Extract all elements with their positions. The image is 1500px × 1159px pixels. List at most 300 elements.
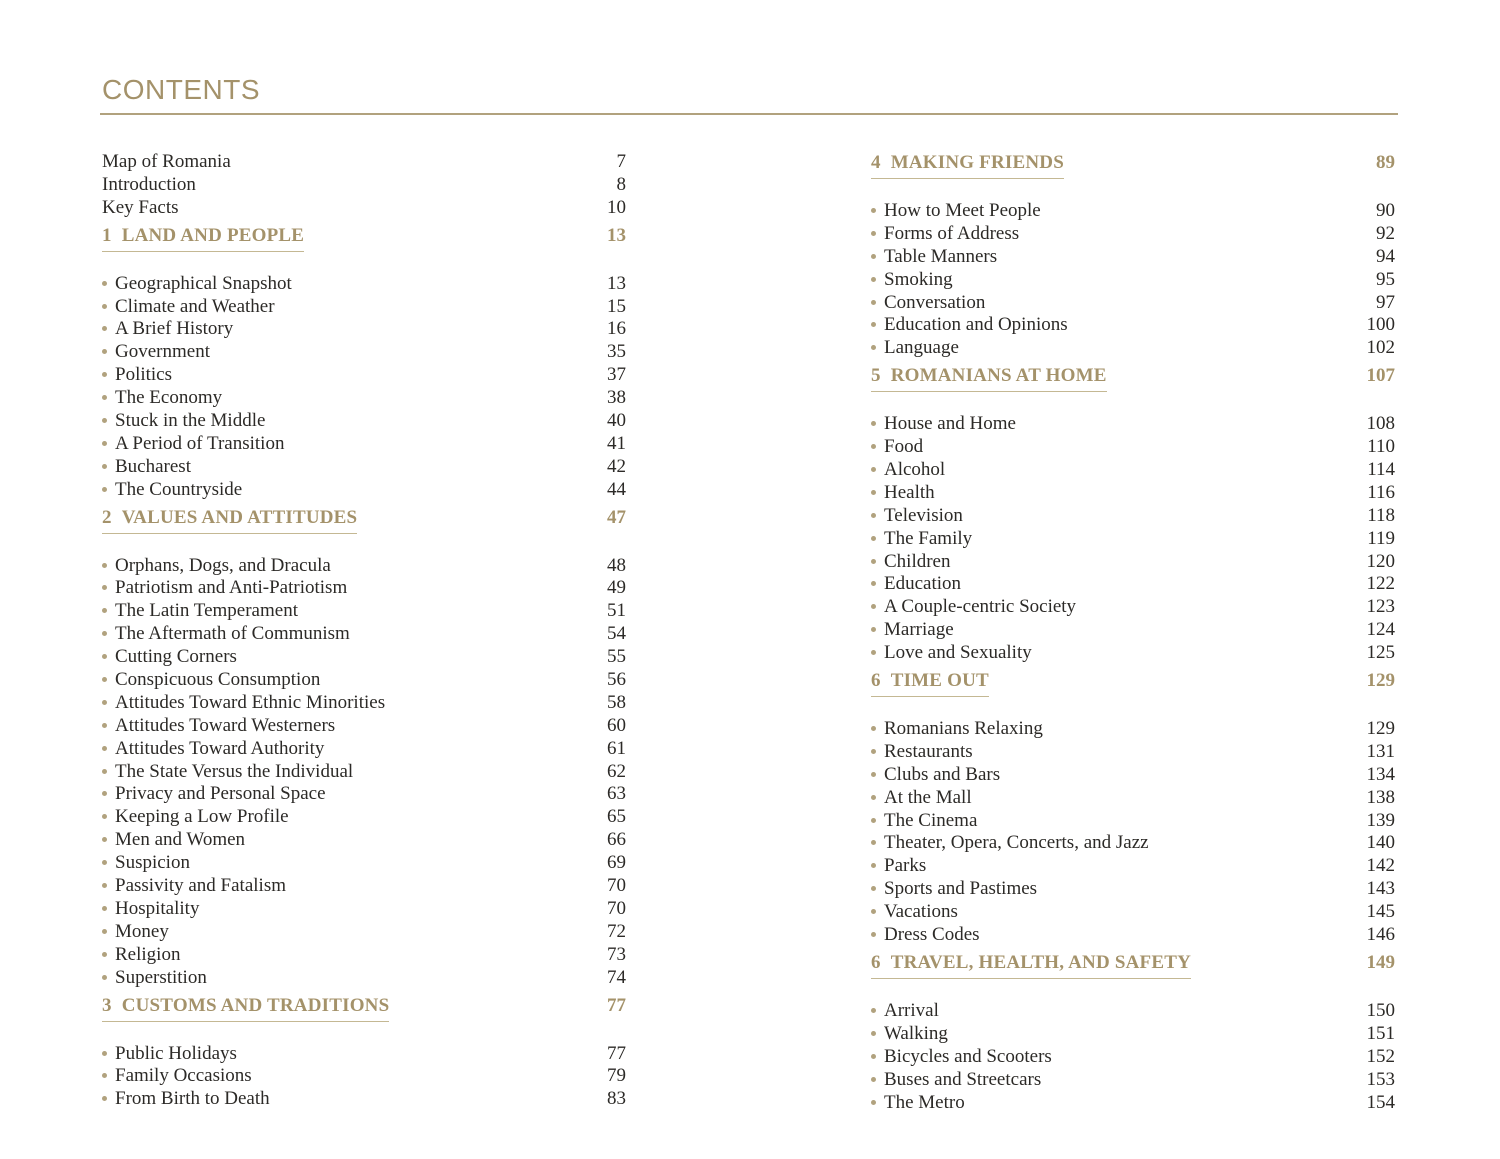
toc-entry-label: Keeping a Low Profile: [115, 806, 289, 828]
toc-entry-page: 114: [1367, 459, 1395, 481]
toc-entry-text: [871, 413, 1016, 436]
toc-entry-label: Sports and Pastimes: [884, 878, 1038, 900]
toc-entry-page: 123: [1366, 596, 1395, 618]
bullet-icon: [871, 208, 876, 213]
bullet-icon: [102, 677, 107, 682]
toc-entry-text: [102, 646, 237, 669]
toc-entry-label: Bicycles and Scooters: [884, 1045, 1052, 1067]
toc-entry[interactable]: [102, 387, 626, 410]
toc-entry-label: Education and Opinions: [884, 314, 1068, 336]
toc-entry-page: 143: [1366, 878, 1395, 900]
toc-entry-text: [102, 852, 190, 875]
toc-entry[interactable]: [871, 832, 1395, 855]
toc-entry-text: [871, 314, 1068, 337]
toc-entry[interactable]: [102, 921, 626, 944]
bullet-icon: [102, 608, 107, 613]
toc-entry[interactable]: [102, 1065, 626, 1088]
toc-entry-text: [102, 783, 326, 806]
block-spacer: [871, 360, 1395, 364]
toc-entry[interactable]: [871, 1023, 1395, 1046]
bullet-icon: [871, 1008, 876, 1013]
toc-entry[interactable]: [871, 551, 1395, 574]
toc-entry-page: 145: [1366, 901, 1395, 923]
section-heading-label: [102, 225, 304, 252]
bullet-icon: [102, 372, 107, 377]
section-heading[interactable]: [102, 507, 626, 555]
bullet-icon: [102, 906, 107, 911]
toc-entry-text: [871, 619, 954, 642]
toc-entry[interactable]: [102, 669, 626, 692]
toc-entry-label: Map of Romania: [102, 151, 231, 172]
toc-entry-label: Buses and Streetcars: [884, 1068, 1042, 1090]
toc-entry-text: [871, 924, 980, 947]
toc-entry-page: 100: [1366, 314, 1395, 336]
toc-entry-label: Religion: [115, 943, 181, 965]
toc-entry[interactable]: [102, 761, 626, 784]
toc-entry[interactable]: [871, 741, 1395, 764]
toc-entry-page: 79: [607, 1065, 626, 1087]
toc-entry-label: Climate and Weather: [115, 295, 275, 317]
toc-entry-page: 120: [1366, 550, 1395, 572]
toc-entry-label: Stuck in the Middle: [115, 410, 266, 432]
toc-entry-page: 146: [1366, 924, 1395, 946]
toc-entry[interactable]: [102, 341, 626, 364]
toc-entry-label: Attitudes Toward Ethnic Minorities: [115, 691, 386, 713]
bullet-icon: [102, 654, 107, 659]
toc-entry-page: 61: [607, 737, 626, 759]
bullet-icon: [102, 723, 107, 728]
bullet-icon: [871, 444, 876, 449]
bullet-icon: [871, 277, 876, 282]
toc-entry[interactable]: [102, 692, 626, 715]
toc-entry-label: Passivity and Fatalism: [115, 875, 286, 897]
toc-entry-text: [871, 337, 959, 360]
toc-entry[interactable]: [871, 642, 1395, 665]
toc-entry-label: Arrival: [884, 999, 939, 1021]
bullet-icon: [871, 254, 876, 259]
toc-entry-text: [871, 246, 997, 269]
toc-entry-text: [871, 901, 958, 924]
toc-entry[interactable]: [871, 292, 1395, 315]
toc-entry[interactable]: [871, 459, 1395, 482]
toc-entry[interactable]: [871, 246, 1395, 269]
toc-entry[interactable]: [102, 875, 626, 898]
toc-entry[interactable]: [871, 505, 1395, 528]
toc-entry-text: [102, 341, 210, 364]
toc-entry[interactable]: [102, 1043, 626, 1066]
toc-entry-label: Suspicion: [115, 852, 190, 874]
toc-entry-text: [102, 806, 289, 829]
block-spacer: [102, 990, 626, 994]
toc-entry-text: [102, 456, 191, 479]
section-title: TRAVEL, HEALTH, AND SAFETY: [890, 951, 1192, 973]
toc-entry-page: 74: [607, 966, 626, 988]
toc-entry[interactable]: [102, 738, 626, 761]
toc-entry[interactable]: [871, 1046, 1395, 1069]
toc-entry-label: A Brief History: [115, 318, 234, 340]
toc-entry-page: 70: [607, 897, 626, 919]
bullet-icon: [871, 863, 876, 868]
toc-entry-text: [102, 555, 331, 578]
toc-entry[interactable]: [102, 433, 626, 456]
toc-entry-text: [871, 1000, 939, 1023]
toc-entry-label: From Birth to Death: [115, 1088, 270, 1110]
toc-entry-page: 110: [1367, 436, 1395, 458]
toc-entry-page: 119: [1367, 527, 1395, 549]
toc-entry-label: Smoking: [884, 268, 953, 290]
toc-entry[interactable]: [102, 944, 626, 967]
bullet-icon: [102, 883, 107, 888]
toc-entry[interactable]: [871, 436, 1395, 459]
bullet-icon: [102, 349, 107, 354]
toc-entry-page: 142: [1366, 855, 1395, 877]
toc-entry[interactable]: [871, 413, 1395, 436]
toc-entry-text: [102, 1043, 237, 1066]
toc-entry-label: Attitudes Toward Westerners: [115, 714, 336, 736]
section-heading-label: [871, 365, 1107, 392]
bullet-icon: [871, 840, 876, 845]
toc-entry-page: 139: [1366, 809, 1395, 831]
bullet-icon: [102, 631, 107, 636]
toc-entry-page: 40: [607, 410, 626, 432]
block-spacer: [871, 947, 1395, 951]
toc-entry[interactable]: [102, 852, 626, 875]
section-page-number: 149: [1366, 951, 1395, 973]
section-page-number: 47: [607, 506, 626, 528]
toc-entry-text: [871, 573, 961, 596]
toc-entry-label: House and Home: [884, 413, 1016, 435]
bullet-icon: [102, 700, 107, 705]
bullet-icon: [871, 650, 876, 655]
toc-entry-page: 16: [607, 318, 626, 340]
toc-entry[interactable]: [871, 764, 1395, 787]
toc-entry-text: [102, 410, 265, 433]
toc-entry-label: Attitudes Toward Authority: [115, 737, 325, 759]
toc-entry-label: Family Occasions: [115, 1065, 252, 1087]
section-page-number: 107: [1366, 365, 1395, 387]
toc-entry-page: 77: [607, 1042, 626, 1064]
toc-entry-page: 131: [1366, 740, 1395, 762]
toc-entry-text: [102, 273, 292, 296]
bullet-icon: [102, 585, 107, 590]
section-number: 1: [102, 224, 112, 246]
toc-entry-text: [871, 741, 973, 764]
bullet-icon: [102, 769, 107, 774]
bullet-icon: [102, 304, 107, 309]
toc-entry-text: [102, 692, 385, 715]
toc-entry[interactable]: [871, 718, 1395, 741]
toc-entry-page: 42: [607, 455, 626, 477]
toc-entry[interactable]: [871, 924, 1395, 947]
section-heading[interactable]: [871, 152, 1395, 200]
toc-entry-text: [871, 855, 926, 878]
toc-entry-text: [102, 944, 180, 967]
toc-entry-page: 54: [607, 623, 626, 645]
toc-entry-text: [871, 787, 972, 810]
toc-entry[interactable]: [102, 898, 626, 921]
toc-entry[interactable]: [871, 482, 1395, 505]
toc-entry-page: 94: [1376, 245, 1395, 267]
bullet-icon: [871, 749, 876, 754]
toc-entry-label: Cutting Corners: [115, 646, 237, 668]
toc-entry[interactable]: [102, 829, 626, 852]
toc-entry-page: 97: [1376, 291, 1395, 313]
toc-entry-text: [871, 642, 1032, 665]
toc-entry-label: Children: [884, 550, 951, 572]
toc-entry[interactable]: [871, 1092, 1395, 1115]
toc-entry-text: [102, 600, 298, 623]
toc-entry-text: [102, 197, 179, 220]
section-page-number: 13: [607, 224, 626, 246]
toc-entry-label: Vacations: [884, 901, 958, 923]
toc-entry-page: 37: [607, 364, 626, 386]
toc-entry-label: Orphans, Dogs, and Dracula: [115, 554, 331, 576]
toc-entry-label: Theater, Opera, Concerts, and Jazz: [884, 832, 1149, 854]
toc-entry-label: Introduction: [102, 173, 196, 195]
bullet-icon: [102, 395, 107, 400]
toc-entry-page: 125: [1366, 642, 1395, 664]
toc-entry-text: [102, 898, 199, 921]
toc-entry[interactable]: [871, 223, 1395, 246]
toc-entry[interactable]: [871, 314, 1395, 337]
toc-entry-page: 95: [1376, 268, 1395, 290]
block-spacer: [871, 1114, 1395, 1118]
toc-entry-text: [871, 1069, 1041, 1092]
bullet-icon: [102, 746, 107, 751]
toc-entry-text: [102, 433, 284, 456]
toc-entry-page: 55: [607, 646, 626, 668]
toc-entry-page: 51: [607, 600, 626, 622]
section-title: CUSTOMS AND TRADITIONS: [121, 994, 390, 1016]
toc-entry[interactable]: [102, 273, 626, 296]
toc-entry[interactable]: [102, 1088, 626, 1111]
toc-entry[interactable]: [102, 456, 626, 479]
bullet-icon: [871, 322, 876, 327]
toc-entry-text: [871, 551, 951, 574]
toc-entry-label: The State Versus the Individual: [115, 760, 354, 782]
toc-entry[interactable]: [871, 573, 1395, 596]
toc-entry-label: The Aftermath of Communism: [115, 623, 350, 645]
toc-entry-text: [102, 1088, 270, 1111]
toc-entry-label: Public Holidays: [115, 1042, 237, 1064]
toc-entry-label: The Cinema: [884, 809, 978, 831]
toc-entry-page: 66: [607, 829, 626, 851]
toc-entry[interactable]: [102, 623, 626, 646]
bullet-icon: [102, 464, 107, 469]
toc-entry-label: At the Mall: [884, 786, 972, 808]
toc-entry[interactable]: [871, 269, 1395, 292]
toc-entry-text: [871, 1023, 948, 1046]
toc-entry-text: [871, 292, 985, 315]
bullet-icon: [102, 281, 107, 286]
toc-entry-label: Parks: [884, 855, 927, 877]
toc-entry[interactable]: [102, 577, 626, 600]
toc-entry-text: [102, 318, 233, 341]
toc-entry[interactable]: [102, 646, 626, 669]
toc-entry-text: [871, 459, 945, 482]
toc-entry-page: 73: [607, 943, 626, 965]
toc-entry[interactable]: [871, 787, 1395, 810]
toc-entry-label: The Latin Temperament: [115, 600, 298, 622]
toc-entry-page: 65: [607, 806, 626, 828]
bullet-icon: [102, 791, 107, 796]
block-spacer: [102, 220, 626, 224]
toc-entry[interactable]: [871, 810, 1395, 833]
toc-entry-label: Education: [884, 573, 962, 595]
toc-entry-label: The Economy: [115, 387, 223, 409]
toc-entry-label: How to Meet People: [884, 200, 1041, 221]
toc-entry[interactable]: [871, 619, 1395, 642]
section-heading-label: [102, 507, 357, 534]
toc-entry-label: Conversation: [884, 291, 986, 313]
toc-entry[interactable]: [102, 967, 626, 990]
section-page-number: 129: [1366, 670, 1395, 692]
toc-entry-label: Marriage: [884, 619, 954, 641]
toc-entry-text: [102, 151, 231, 174]
bullet-icon: [102, 975, 107, 980]
toc-entry-label: Forms of Address: [884, 222, 1020, 244]
bullet-icon: [102, 326, 107, 331]
bullet-icon: [871, 726, 876, 731]
section-heading-label: [871, 670, 989, 697]
toc-entry-label: Table Manners: [884, 245, 998, 267]
toc-entry-page: 72: [607, 920, 626, 942]
section-page-number: 77: [607, 994, 626, 1016]
toc-entry-page: 83: [607, 1088, 626, 1110]
toc-entry-page: 48: [607, 554, 626, 576]
toc-entry[interactable]: [102, 197, 626, 220]
bullet-icon: [871, 1100, 876, 1105]
section-number: 2: [102, 506, 112, 528]
toc-entry-text: [871, 482, 935, 505]
toc-entry-label: Key Facts: [102, 196, 179, 218]
toc-entry-page: 134: [1366, 763, 1395, 785]
toc-entry[interactable]: [871, 1000, 1395, 1023]
toc-entry-page: 69: [607, 852, 626, 874]
toc-entry[interactable]: [871, 878, 1395, 901]
toc-entry-text: [871, 200, 1041, 223]
toc-entry-page: 138: [1366, 786, 1395, 808]
toc-entry[interactable]: [102, 783, 626, 806]
toc-entry-label: A Period of Transition: [115, 432, 285, 454]
toc-entry[interactable]: [102, 296, 626, 319]
toc-entry[interactable]: [871, 855, 1395, 878]
bullet-icon: [871, 772, 876, 777]
bullet-icon: [871, 300, 876, 305]
toc-entry[interactable]: [102, 364, 626, 387]
toc-entry-text: [102, 967, 207, 990]
section-number: 6: [871, 951, 881, 973]
toc-column-right: [871, 151, 1395, 1118]
bullet-icon: [871, 421, 876, 426]
toc-entry[interactable]: [102, 600, 626, 623]
bullet-icon: [102, 860, 107, 865]
section-heading[interactable]: [871, 365, 1395, 413]
bullet-icon: [871, 795, 876, 800]
toc-entry-label: Food: [884, 436, 924, 458]
toc-entry[interactable]: [102, 806, 626, 829]
bullet-icon: [871, 536, 876, 541]
toc-entry-page: 62: [607, 760, 626, 782]
toc-entry[interactable]: [871, 596, 1395, 619]
bullet-icon: [102, 952, 107, 957]
toc-column-left: [102, 151, 626, 1115]
bullet-icon: [871, 818, 876, 823]
toc-entry[interactable]: [102, 151, 626, 174]
toc-entry-page: 140: [1366, 832, 1395, 854]
toc-entry-label: Conspicuous Consumption: [115, 669, 321, 691]
bullet-icon: [102, 563, 107, 568]
toc-entry-text: [871, 718, 1043, 741]
toc-entry-text: [102, 738, 324, 761]
bullet-icon: [871, 1054, 876, 1059]
toc-entry-page: 122: [1366, 573, 1395, 595]
toc-entry[interactable]: [102, 410, 626, 433]
toc-entry-label: Government: [115, 341, 210, 363]
toc-entry-text: [102, 669, 320, 692]
section-title: LAND AND PEOPLE: [121, 224, 305, 246]
toc-entry-page: 58: [607, 691, 626, 713]
section-title: VALUES AND ATTITUDES: [121, 506, 358, 528]
toc-entry-label: Alcohol: [884, 459, 946, 481]
toc-entry-page: 35: [607, 341, 626, 363]
toc-entry[interactable]: [871, 528, 1395, 551]
toc-entry-text: [102, 761, 353, 784]
bullet-icon: [102, 1051, 107, 1056]
toc-entry-text: [871, 223, 1019, 246]
toc-entry-label: Geographical Snapshot: [115, 272, 292, 294]
section-heading[interactable]: [102, 225, 626, 273]
toc-entry-text: [102, 715, 335, 738]
section-heading[interactable]: [871, 670, 1395, 718]
toc-entry-text: [871, 878, 1037, 901]
toc-entry-text: [102, 479, 242, 502]
toc-entry[interactable]: [102, 555, 626, 578]
toc-entry-label: Politics: [115, 364, 173, 386]
bullet-icon: [871, 627, 876, 632]
toc-entry[interactable]: [102, 318, 626, 341]
toc-entry-label: A Couple-centric Society: [884, 596, 1077, 618]
toc-entry-page: 15: [607, 295, 626, 317]
toc-entry-text: [871, 810, 977, 833]
toc-entry[interactable]: [871, 200, 1395, 223]
section-heading[interactable]: [102, 995, 626, 1043]
toc-entry-label: Language: [884, 337, 959, 359]
bullet-icon: [102, 441, 107, 446]
toc-entry-text: [102, 577, 347, 600]
toc-entry[interactable]: [102, 715, 626, 738]
toc-entry-text: [871, 832, 1149, 855]
toc-entry[interactable]: [871, 901, 1395, 924]
toc-entry[interactable]: [871, 1069, 1395, 1092]
toc-entry-label: Superstition: [115, 966, 207, 988]
toc-entry-page: 10: [607, 196, 626, 218]
toc-entry[interactable]: [102, 479, 626, 502]
section-title: TIME OUT: [890, 670, 989, 692]
toc-entry-text: [102, 1065, 252, 1088]
toc-entry-page: 7: [616, 151, 626, 172]
toc-entry-page: 41: [607, 432, 626, 454]
bullet-icon: [871, 1031, 876, 1036]
toc-entry-text: [871, 764, 1000, 787]
toc-entry-label: The Family: [884, 527, 973, 549]
toc-entry-label: Hospitality: [115, 897, 200, 919]
toc-entry-page: 102: [1366, 337, 1395, 359]
toc-entry-page: 13: [607, 272, 626, 294]
toc-entry[interactable]: [871, 337, 1395, 360]
section-heading[interactable]: [871, 952, 1395, 1000]
toc-entry[interactable]: [102, 174, 626, 197]
